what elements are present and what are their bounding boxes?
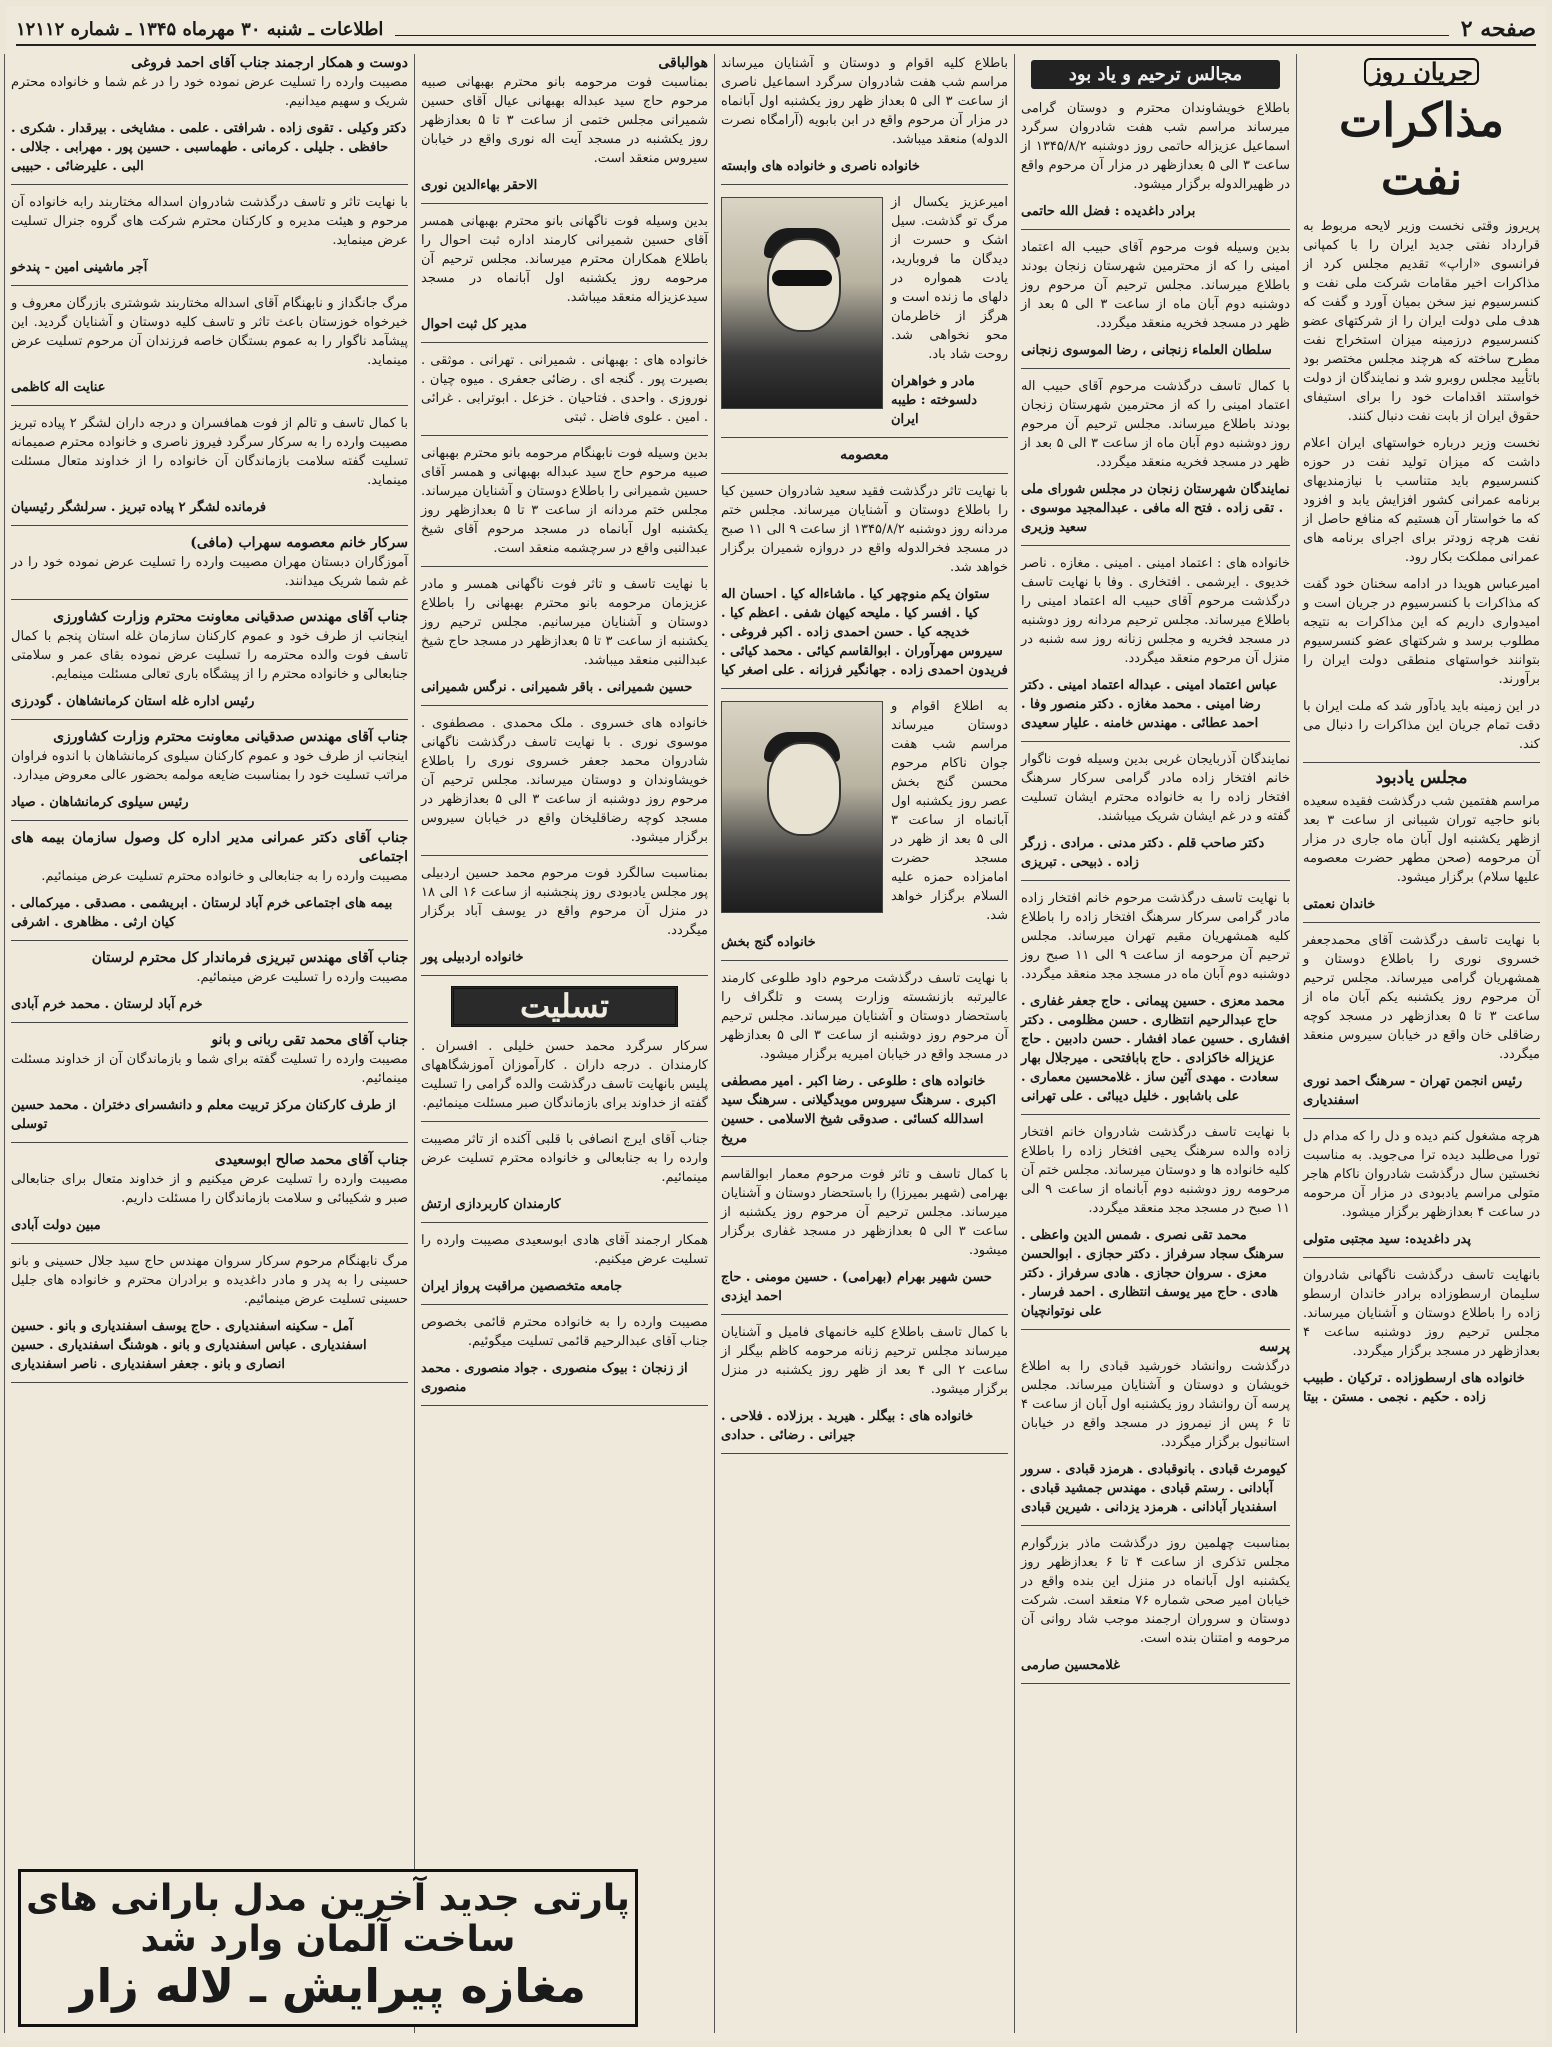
notice-text: با نهایت تاثر و تاسف درگذشت شادروان اسداله مختاربند رابه خانواده آن مرحوم و هیئت مدیره و کارکنان محترم شرکت های گروه جنرال تسلیت عرض مینماید. (11, 195, 408, 248)
divider (1021, 229, 1290, 230)
notice-item (721, 54, 1008, 185)
notice-item (721, 193, 1008, 438)
notice-title: هوالباقی (658, 55, 708, 71)
editorial-headline: مذاکرات نفت (1339, 93, 1504, 205)
notice-title: جناب آقای محمد صالح ابوسعیدی (214, 1152, 408, 1168)
photo-caption: معصومه (840, 447, 889, 463)
notice-item (421, 575, 708, 706)
notice-item (1021, 554, 1290, 742)
notice-text: با نهایت تاسف درگذشت مرحوم داود طلوعی کارمند عالیرتبه بازنشسته وزارت پست و تلگراف را باستحضار دوستان و آشنایان میرساند. مجلس ترحیم آن مرحوم روز دوشنبه از ساعت ۳ الی ۵ بعدازظهر در مسجد واقع در خیابان امیریه برگزار میشود. (721, 971, 1008, 1062)
notice-signature: غلامحسین صارمی (1021, 1658, 1120, 1673)
divider (421, 1405, 708, 1406)
notice-signature: رئیس اداره غله استان کرمانشاهان . گودرزی (11, 694, 255, 709)
notice-text: خانواده های : بهبهانی . شمیرانی . تهرانی . موثقی . بصیرت پور . گنجه ای . رضائی جعفری . میوه چیان . نوروزی . واحدی . فتاحیان . خزعل . ابوترابی . غرائی . امین . علوی فاضل . ثبتی (421, 353, 708, 425)
advertisement-box (18, 1869, 638, 2027)
notice-title: سرکار خانم معصومه سهراب (مافی) (190, 535, 408, 551)
divider (11, 525, 408, 526)
divider (721, 184, 1008, 185)
divider (421, 705, 708, 706)
divider (1021, 1525, 1290, 1526)
notice-signature: مادر و خواهران دلسوخته : طیبه ایران (891, 374, 978, 427)
divider (421, 203, 708, 204)
notice-item (421, 54, 708, 204)
notice-signature: دکتر صاحب قلم . دکتر مدنی . مرادی . زرگر زاده . ذبیحی . تبریزی (1021, 836, 1265, 870)
notice-signature: ستوان یکم منوچهر کیا . ماشاءاله کیا . احسان اله کیا . افسر کیا . ملیحه کیهان شفی . اعظم کیا . خدیجه کیا . حسن احمدی زاده . اکبر فروغی . سیروس مهرآوران . ابوالقاسم کیائی . محمد کیائی . فریدون احمدی زاده . جهانگیر فرزانه . علی اصغر کیا (721, 587, 1008, 678)
notice-title: جناب آقای محمد تقی ربانی و بانو (211, 1032, 408, 1048)
notice-item (721, 969, 1008, 1157)
notice-signature: آمل - سکینه اسفندیاری . حاج یوسف اسفندیاری و بانو . حسین اسفندیاری . عباس اسفندیاری و بانو . هوشنگ اسفندیاری . حسین انصاری و بانو . جعفر اسفندیاری . ناصر اسفندیاری (11, 1319, 367, 1372)
divider (11, 719, 408, 720)
notice-title: دوست و همکار ارجمند جناب آقای احمد فروغی (131, 55, 408, 71)
notice-text: مصیبت وارده را تسلیت گفته برای شما و بازماندگان آن از خداوند مسئلت مینمائیم. (11, 1052, 408, 1086)
notice-text: با کمال تاسف درگذشت مرحوم آقای حبیب اله اعتماد امینی را که از محترمین شهرستان زنجان بودند باطلاع میرساند. مجلس ترحیم آن مرحوم روز دوشنبه دوم آبان ماه از ساعت ۳ الی ۵ بعد از ظهر در مسجد فخریه منعقد میگردد. (1021, 379, 1290, 470)
notice-text: امیرعزیز یکسال از مرگ تو گذشت. سیل اشک و حسرت از دیدگان ما فروبارید، یادت همواره در دلهای ما زنده است و هرگز از خاطرمان محو نخواهی شد. روحت شاد باد. (891, 195, 1008, 362)
editorial-paragraph: نخست وزیر درباره خواستهای ایران اعلام داشت که میزان تولید نفت در حوزه کنسرسیوم باید متناسب با نیازمندیهای برنامه عمرانی کشور افزایش یابد و افزود که ما خواستار آن هستیم که منافع حاصل از نفت هرچه زودتر برای اجرای برنامه های عمرانی مملکت بکار رود. (1303, 436, 1540, 565)
divider (721, 1156, 1008, 1157)
issue-info: اطلاعات ـ شنبه ۳۰ مهرماه ۱۳۴۵ ـ شماره ۱۲۱۱۲ (16, 18, 384, 40)
divider (1021, 880, 1290, 881)
divider (11, 1243, 408, 1244)
notice-text: اینجانب از طرف خود و عموم کارکنان سازمان غله استان پنجم با کمال تاسف فوت والده محترمه را تسلیت عرض نموده بقای عمر و سلامتی جنابعالی و خانواده محترم را از پیشگاه باری تعالی مسئلت مینمایم. (11, 629, 408, 682)
ad-line-3: مغازه پیرایش ـ لاله زار (69, 1959, 587, 2013)
notice-item (421, 1130, 708, 1223)
notice-text: نمایندگان آذربایجان غربی بدین وسیله فوت ناگوار خانم افتخار زاده مادر گرامی سرکار سرهنگ افتخار زاده را به خانواده محترم ایشان تسلیت گفته و در غم ایشان شریک میباشند. (1021, 752, 1290, 824)
notice-text: به اطلاع اقوام و دوستان میرساند مراسم شب هفت جوان ناکام مرحوم محسن گنج بخش عصر روز یکشنبه اول آبانماه از ساعت ۳ الی ۵ بعد از ظهر در مسجد حضرت امامزاده حمزه علیه السلام برگزار خواهد شد. (891, 699, 1008, 923)
notice-title: جناب آقای مهندس تبریزی فرماندار کل محترم لرستان (91, 950, 408, 966)
divider (421, 435, 708, 436)
notice-item (1021, 377, 1290, 546)
notice-item (11, 534, 408, 600)
notice-item (1021, 1534, 1290, 1684)
divider (11, 1382, 408, 1383)
notice-text: باطلاع خویشاوندان محترم و دوستان گرامی میرساند مراسم شب هفت شادروان سرگرد اسماعیل عزیزاله حاتمی روز دوشنبه ۱۳۴۵/۸/۲ از ساعت ۳ الی ۵ بعدازظهر در مزار آن مرحوم واقع در ظهیرالدوله برگزار میشود. (1021, 101, 1290, 192)
divider (11, 1142, 408, 1143)
notice-item (1021, 238, 1290, 369)
notice-text: بمناسبت سالگرد فوت مرحوم محمد حسین اردبیلی پور مجلس یادبودی روز پنجشنبه از ساعت ۱۶ الی ۱۸ در منزل آن مرحوم واقع در یوسف آباد برگزار میگردد. (421, 866, 708, 938)
notice-text: بانهایت تاسف درگذشت ناگهانی شادروان سلیمان ارسطوزاده برادر خاندان ارسطو زاده را باطلاع دوستان و آشنایان میرساند. مجلس ترحیم روز دوشنبه ساعت ۴ بعدازظهر در مسجد برگزار میگردد. (1303, 1268, 1540, 1359)
notice-list (721, 54, 1008, 1454)
column-notices-c (414, 54, 714, 2033)
notice-signature: دکتر وکیلی . تقوی زاده . شرافتی . علمی . مشایخی . بیرقدار . شکری . حافظی . جلیلی . کرمانی . طهماسبی . حسین پور . مهرابی . جلالی . البی . علیرضائی . حبیبی (11, 121, 407, 174)
divider (1021, 1114, 1290, 1115)
notice-text: باطلاع کلیه اقوام و دوستان و آشنایان میرساند مراسم شب هفت شادروان سرگرد اسماعیل ناصری از ساعت ۳ الی ۵ بعداز ظهر روز یکشنبه اول آبانماه در مزار آن مرحوم واقع در ابن بابویه (آرامگاه نصرت الدوله) منعقد میباشد. (721, 56, 1008, 147)
notice-text: مصیبت وارده را تسلیت عرض میکنیم و از خداوند متعال برای جنابعالی صبر و شکیبائی و سلامت بازماندگان را مسئلت داریم. (11, 1172, 408, 1206)
notice-text: درگذشت روانشاد خورشید قبادی را به اطلاع خویشان و دوستان و آشنایان میرساند. مجلس پرسه آن روانشاد روز یکشنبه اول آبان از ساعت ۴ تا ۶ پس از نیمروز در مسجد واقع در خیابان استانبول برگزار میگردد. (1021, 1359, 1290, 1450)
divider (721, 1314, 1008, 1315)
notice-text: خانواده های : اعتماد امینی . امینی . مغازه . ناصر خدیوی . ایرشمی . افتخاری . وفا با نهایت تاسف درگذشت مرحوم آقای حبیب اله اعتماد امینی را باطلاع میرساند. مجلس ترحیم مردانه روز دوشنبه در مسجد فخریه و مجلس زنانه روز سه شنبه در منزل آن مرحوم منعقد میگردد. (1021, 556, 1290, 666)
divider (11, 940, 408, 941)
divider (421, 566, 708, 567)
notice-text: بمناسبت چهلمین روز درگذشت ماذر بزرگوارم مجلس تذکری از ساعت ۴ تا ۶ بعدازظهر روز یکشنبه اول آبانماه در منزل این بنده واقع در خیابان امیر صحی شماره ۷۶ منعقد است. شرکت دوستان و سروران ارجمند موجب شاد روانی آن مرحومه و امتنان بنده است. (1021, 1536, 1290, 1646)
notice-text: مرگ جانگداز و نابهنگام آقای اسداله مختاربند شوشتری بازرگان معروف و خیرخواه خوزستان باعث تاثر و تاسف کلیه دوستان و آشنایان گردید. این پیشآمد ناگوار را به عموم بستگان خاصه فرزندان آن مرحوم تسلیت عرض مینماید. (11, 296, 408, 368)
notice-text: همکار ارجمند آقای هادی ابوسعیدی مصیبت وارده را تسلیت عرض میکنیم. (421, 1233, 708, 1267)
notice-item (421, 1037, 708, 1122)
notice-title: جناب آقای مهندس صدقیانی معاونت محترم وزارت کشاورزی (53, 609, 408, 625)
notice-item (1021, 1123, 1290, 1330)
notice-item (421, 1231, 708, 1305)
newspaper-page (6, 6, 1546, 2041)
notice-item (11, 54, 408, 185)
notice-text: مراسم هفتمین شب درگذشت فقیده سعیده بانو حاجیه توران شیبانی از ساعت ۳ بعد ازظهر یکشنبه اول آبان ماه جاری در مزار آن مرحومه (صحن مطهر حضرت معصومه علیها سلام) برگزار میشود. (1303, 794, 1540, 885)
notice-item (11, 193, 408, 286)
divider (1303, 1257, 1540, 1258)
notice-item (421, 864, 708, 976)
notice-text: با نهایت تاسف درگذشت شادروان خانم افتخار زاده والده سرهنگ یحیی افتخار زاده را باطلاع کلیه خانواده ها و دوستان میرساند. مجلس ختم آن مرحومه روز دوشنبه دوم آبانماه از ساعت ۹ الی ۱۱ صبح در مسجد مجد منعقد میگردد. (1021, 1125, 1290, 1216)
notice-title: جناب آقای مهندس صدقیانی معاونت محترم وزارت کشاورزی (53, 729, 408, 745)
notice-text: خانواده های خسروی . ملک محمدی . مصطفوی . موسوی نوری . با نهایت تاسف درگذشت ناگهانی شادروان محمد جعفر خسروی نوری را باطلاع خویشاوندان و دوستان میرساند. مجلس ترحیم آن مرحوم روز دوشنبه از ساعت ۳ الی ۵ بعدازظهر در مسجد کوچه رضاقلیخان واقع در خیابان سیروس برگزار میشود. (421, 716, 708, 845)
notice-signature: عباس اعتماد امینی . عبداله اعتماد امینی . دکتر رضا امینی . محمد مغازه . دکتر منصور وفا . احمد عطائی . مهندس خامنه . علیار سعیدی (1021, 678, 1278, 731)
notice-signature: نمایندگان شهرستان زنجان در مجلس شورای ملی . تقی زاده . فتح اله مافی . عبدالمجید موسوی . سعید وزیری (1021, 482, 1290, 535)
notice-item (1021, 1338, 1290, 1526)
notice-signature: خانواده ناصری و خانواده های وابسته (721, 159, 920, 174)
notice-signature: آجر ماشینی امین - پندخو (11, 260, 148, 275)
memorial-title: مجلس یادبود (1303, 762, 1540, 788)
notice-text: آموزگاران دبستان مهران مصیبت وارده را تسلیت عرض نموده خود را در غم شما شریک میدانند. (11, 555, 408, 589)
notice-signature: خانواده های : طلوعی . رضا اکبر . امیر مصطفی اکبری . سرهنگ سیروس مویدگیلانی . سرهنگ سید اسدالله کسائی . صدوقی شیخ الاسلامی . حسین مریخ (721, 1074, 996, 1146)
section-box-title: جریان روز (1364, 58, 1479, 85)
notice-signature: خانواده اردبیلی پور (421, 950, 524, 965)
divider (11, 1022, 408, 1023)
notice-signature: حسین شمیرانی . باقر شمیرانی . نرگس شمیرانی (421, 680, 693, 695)
divider (1303, 1118, 1540, 1119)
divider (421, 1304, 708, 1305)
notice-text: مصیبت وارده را تسلیت عرض مینمائیم. (196, 970, 408, 985)
editorial-paragraph: در این زمینه باید یادآور شد که ملت ایران با دقت تمام جریان این مذاکرات را دنبال می کند. (1303, 699, 1540, 752)
notice-text: هرچه مشغول کنم دیده و دل را که مدام دل تورا می‌طلبد دیده ترا می‌جوید. به مناسبت نخستین سال درگذشت شادروان ناکام هاجر متولی مراسم یادبودی در مزار آن مرحومه در ساعت ۴ بعدازظهر برگزار میشود. (1303, 1129, 1540, 1220)
ad-line-2: ساخت آلمان وارد شد (140, 1919, 516, 1960)
divider (1021, 1329, 1290, 1330)
column-condolences (4, 54, 414, 2033)
notice-text: مرگ نابهنگام مرحوم سرکار سروان مهندس حاج سید جلال حسینی و بانو حسینی را به پدر و مادر داغدیده و برادران محترم و خانواده های جلیل حسینی تسلیت عرض مینمائیم. (11, 1254, 408, 1307)
notice-item (11, 294, 408, 406)
column-notices-b (714, 54, 1014, 2033)
portrait-photo (721, 197, 883, 409)
editorial-paragraph: امیرعباس هویدا در ادامه سخنان خود گفت که مذاکرات با کنسرسیوم در جریان است و امیدواری داریم که این مذاکرات به نتیجه مطلوب برسد و شرکتهای عضو کنسرسیوم بتوانند خواستهای منطقی دولت ایران را برآورند. (1303, 577, 1540, 687)
divider (11, 599, 408, 600)
notice-signature: از زنجان : بیوک منصوری . جواد منصوری . محمد منصوری (421, 1361, 688, 1395)
notice-text: جناب آقای ایرج انصافی با قلبی آکنده از تاثر مصیبت وارده را به جنابعالی و خانواده محترم تسلیت عرض مینمائیم. (421, 1132, 708, 1185)
notice-item (11, 1031, 408, 1143)
page-header (16, 14, 1536, 46)
notice-signature: خاندان نعمتی (1303, 897, 1376, 912)
divider (11, 820, 408, 821)
notice-item (11, 949, 408, 1023)
divider (1303, 922, 1540, 923)
divider (11, 405, 408, 406)
notice-text: مصیبت وارده را به جنابعالی و خانواده محترم تسلیت عرض مینمائیم. (41, 869, 408, 884)
header-rule (395, 23, 1448, 36)
notice-item (421, 714, 708, 856)
notice-signature: برادر داغدیده : فضل الله حاتمی (1021, 204, 1196, 219)
notice-text: با نهایت تاسف و تاثر فوت ناگهانی همسر و مادر عزیزمان مرحومه بانو محترم بهبهانی را باطلاع دوستان و آشنایان میرسانیم. مجلس ترحیم روز یکشنبه از ساعت ۳ تا ۵ بعدازظهر در مسجد حاج شیخ عبدالنبی منعقد میباشد. (421, 577, 709, 668)
divider (11, 285, 408, 286)
divider (421, 975, 708, 976)
notice-text: با کمال تاسف باطلاع کلیه خانمهای فامیل و آشنایان میرساند مجلس ترحیم زنانه مرحومه کاظم بیگلر از ساعت ۲ الی ۴ بعد از ظهر روز یکشنبه در منزل برگزار میشود. (721, 1325, 1008, 1397)
notice-signature: خانواده گنج بخش (721, 935, 816, 950)
notice-signature: فرمانده لشگر ۲ پیاده تبریز . سرلشگر رئیسیان (11, 500, 267, 515)
notice-item (721, 1323, 1008, 1454)
notice-signature: کارمندان کاربردازی ارتش (421, 1197, 561, 1212)
notice-item (1021, 750, 1290, 881)
notice-item (721, 446, 1008, 474)
notice-text: با کمال تاسف و تاثر فوت مرحوم معمار ابوالقاسم بهرامی (شهیر بمیرزا) را باستحضار دوستان و آشنایان میرساند. مجلس ترحیم آن مرحوم روز یکشنبه از ساعت ۳ الی ۵ بعدازظهر در مسجد غفاری برگزار میشود. (721, 1167, 1008, 1258)
divider (421, 342, 708, 343)
notice-item (421, 1313, 708, 1406)
notice-item (11, 1151, 408, 1244)
notice-item (421, 351, 708, 436)
notice-text: با نهایت تاثر درگذشت فقید سعید شادروان حسین کیا را باطلاع دوستان و آشنایان میرساند. مجلس ختم مردانه روز دوشنبه ۱۳۴۵/۸/۲ از ساعت ۹ الی ۱۱ صبح در مسجد فخرالدوله واقع در دروازه شمیران برگزار خواهد شد. (721, 484, 1008, 575)
section-banner: مجالس ترحیم و یاد بود (1031, 60, 1280, 89)
divider (1021, 1683, 1290, 1684)
column-editorial (1296, 54, 1546, 2033)
divider (11, 184, 408, 185)
notice-text: بمناسبت فوت مرحومه بانو محترم بهبهانی صبیه مرحوم حاج سید عبداله بهبهانی عیال آقای حسین شمیرانی مجلس ختمی از ساعت ۳ تا ۵ بعدازظهر روز یکشنبه در مسجد آیت اله نوری واقع در خیابان سیروس منعقد است. (421, 75, 709, 166)
notice-signature: خرم آباد لرستان . محمد خرم آبادی (11, 997, 203, 1012)
notice-item (721, 697, 1008, 961)
divider (421, 855, 708, 856)
notice-text: مصیبت وارده را تسلیت عرض نموده خود را در غم شما و خانواده محترم شریک و سهیم میدانیم. (11, 75, 408, 109)
notice-signature: عنایت اله کاظمی (11, 380, 106, 395)
notice-signature: مبین دولت آبادی (11, 1218, 101, 1233)
notice-signature: خانواده های ارسطوزاده . ترکیان . طبیب زاده . حکیم . نجمی . مستن . بیتا (1303, 1371, 1525, 1405)
notice-item (11, 829, 408, 941)
divider (721, 473, 1008, 474)
notice-item (421, 212, 708, 343)
notice-item (11, 1252, 408, 1383)
notice-text: بدین وسیله فوت نابهنگام مرحومه بانو محترم بهبهانی صبیه مرحوم حاج سید عبداله بهبهانی و همسر آقای حسین شمیرانی را باطلاع دوستان و آشنایان میرساند. مجلس ختم مردانه از ساعت ۳ تا ۵ بعدازظهر روز یکشنبه اول آبانماه در مسجد مرحوم آقای شیخ عبدالنبی واقع در سرچشمه منعقد است. (421, 446, 708, 556)
notice-list (421, 54, 708, 1406)
divider (421, 1121, 708, 1122)
notice-signature: از طرف کارکنان مرکز تربیت معلم و دانشسرای دختران . محمد حسین توسلی (11, 1098, 396, 1132)
notice-signature: کیومرث قبادی . بانوقبادی . هرمزد قبادی . سرور آبادانی . رستم قبادی . مهندس جمشید قبادی . اسفندیار آبادانی . هرمزد یزدانی . شیرین قبادی (1021, 1462, 1287, 1515)
notice-text: با کمال تاسف و تالم از فوت همافسران و درجه داران لشگر ۲ پیاده تبریز مصیبت وارده را به سرکار سرگرد فیروز ناصری و خانواده محترم صمیمانه تسلیت گفته سلامت بازماندگان آن خانواده را از خداوند متعال مسئلت مینماید. (11, 416, 409, 488)
page-number: صفحه ۲ (1460, 16, 1536, 42)
notice-text: سرکار سرگرد محمد حسن خلیلی . افسران . کارمندان . درجه داران . کارآموزان آموزشگاههای پلیس بانهایت تاسف درگذشت والده گرامی را تسلیت گفته از خداوند برای بازماندگان صبر مسئلت مینمائیم. (421, 1039, 708, 1111)
divider (721, 960, 1008, 961)
notice-signature: الاحقر بهاءالدین نوری (421, 178, 538, 193)
notice-item (11, 728, 408, 821)
notice-text: بدین وسیله فوت مرحوم آقای حبیب اله اعتماد امینی را که از محترمین شهرستان زنجان بودند باطلاع میرساند. مجلس ترحیم آن مرحوم روز دوشنبه دوم آبان ماه از ساعت ۳ الی ۵ بعد از ظهر در مسجد فخریه منعقد میگردد. (1021, 240, 1290, 331)
notice-text: بدین وسیله فوت ناگهانی بانو محترم بهبهانی همسر آقای حسین شمیرانی کارمند اداره ثبت احوال را باطلاع همکاران محترم میرساند. مجلس ترحیم آن مرحومه روز یکشنبه اول آبانماه در مسجد سیدعزیزاله منعقد میباشد. (421, 214, 708, 305)
portrait-photo (721, 701, 883, 913)
notice-signature: محمد معزی . حسین پیمانی . حاج جعفر غفاری . حاج عبدالرحیم انتظاری . حسن مظلومی . دکتر افشاری . حسین عماد افشار . حسن دادبین . حاج عزیزاله خاکزادی . حاج بابافتحی . میرجلال بهار سعادت . مهدی آئین ساز . غلامحسین معماری . علی باشابور . خلیل دیبائی . علی تهرانی (1021, 994, 1290, 1104)
notice-signature: رئیس انجمن تهران - سرهنگ احمد نوری اسفندیاری (1303, 1074, 1523, 1108)
divider (1021, 741, 1290, 742)
notice-text: مصیبت وارده را به خانواده محترم قائمی بخصوص جناب آقای عبدالرحیم قائمی تسلیت میگوئیم. (421, 1315, 708, 1349)
notice-title: پرسه (1259, 1339, 1290, 1355)
notice-item (1021, 99, 1290, 230)
divider (721, 1453, 1008, 1454)
divider (721, 688, 1008, 689)
notice-item (721, 1165, 1008, 1315)
notice-signature: بیمه های اجتماعی خرم آباد لرستان . ابریشمی . مصدقی . میرکمالی . کیان ارثی . مظاهری . اشرفی (11, 896, 393, 930)
divider (1021, 368, 1290, 369)
notice-signature: رئیس سیلوی کرمانشاهان . صیاد (11, 795, 189, 810)
notice-text: با نهایت تاسف درگذشت آقای محمدجعفر خسروی نوری را باطلاع دوستان و همشهریان گرامی میرساند. مجلس ترحیم آن مرحوم روز یکشنبه یکم آبان ماه از ساعت ۳ تا ۵ بعدازظهر در مسجد کوچه رضاقلی خان واقع در خیابان سیروس منعقد میگردد. (1303, 933, 1540, 1062)
notice-signature: سلطان العلماء زنجانی ، رضا الموسوی زنجانی (1021, 343, 1272, 358)
notice-item (11, 608, 408, 720)
divider (1021, 545, 1290, 546)
editorial-paragraph: پریروز وقتی نخست وزیر لایحه مربوط به قرارداد نفتی جدید ایران را با کمپانی فرانسوی «اراپ» تقدیم مجلس کرد از مذاکرات اخیر مقامات شرکت ملی نفت و کنسرسیوم نیز سخن بمیان آورد و گفت که هدف ملی دولت ایران را از شرکتهای عضو کنسرسیوم درزمینه میزان استخراج نفت مطرح ساخته که هرچند مجلس مختصر بود باتأیید مجلس روبرو شد و نمایندگان از دولت خواستند اقدامات خود را برای استیفای حقوق ایران از بابت نفت دنبال کنند. (1303, 219, 1540, 424)
notice-signature: جامعه متخصصین مراقبت پرواز ایران (421, 1279, 623, 1294)
notice-signature: حسن شهیر بهرام (بهرامی) . حسین مومنی . حاج احمد ایزدی (721, 1270, 992, 1304)
notice-list (11, 54, 408, 1383)
notice-signature: پدر داغدیده: سید مجتبی متولی (1303, 1232, 1471, 1247)
notice-item (11, 414, 408, 526)
notice-text: اینجانب از طرف خود و عموم کارکنان سیلوی کرمانشاهان با اندوه فراوان مراتب تسلیت خود را بمناسبت ضایعه مولمه بحضور عالی معروض میدارد. (11, 749, 408, 783)
notice-item (421, 986, 708, 1027)
condolence-banner: تسلیت (451, 986, 678, 1027)
notice-signature: محمد تقی نصری . شمس الدین واعظی . سرهنگ سجاد سرفراز . دکتر حجازی . ابوالحسن معزی . سروان حجازی . هادی سرفراز . دکتر هادی . حاج میر یوسف انتظاری . احمد فرسار . علی نوتوانچیان (1021, 1228, 1284, 1319)
notice-item (421, 444, 708, 567)
notice-text: با نهایت تاسف درگذشت مرحوم خانم افتخار زاده مادر گرامی سرکار سرهنگ افتخار زاده را باطلاع کلیه همشهریان مقیم تهران میرساند. مجلس ترحیم آن مرحومه از ساعت ۹ الی ۱۱ صبح روز دوشنبه دوم آبان ماه در مسجد مجد منعقد میگردد. (1021, 891, 1291, 982)
notice-item (1021, 889, 1290, 1115)
notice-item (721, 482, 1008, 689)
notice-signature: خانواده های : بیگلر . هیربد . برزلاده . فلاحی . جیرانی . رضائی . حدادی (721, 1409, 974, 1443)
ad-line-1: پارتی جدید آخرین مدل بارانی های (26, 1878, 630, 1919)
notice-title: جناب آقای دکتر عمرانی مدیر اداره کل وصول سازمان بیمه های اجتماعی (11, 830, 408, 865)
column-notices-a (1014, 54, 1296, 2033)
divider (721, 437, 1008, 438)
notice-list (1021, 99, 1290, 1684)
divider (421, 1222, 708, 1223)
notice-signature: مدیر کل ثبت احوال (421, 317, 527, 332)
